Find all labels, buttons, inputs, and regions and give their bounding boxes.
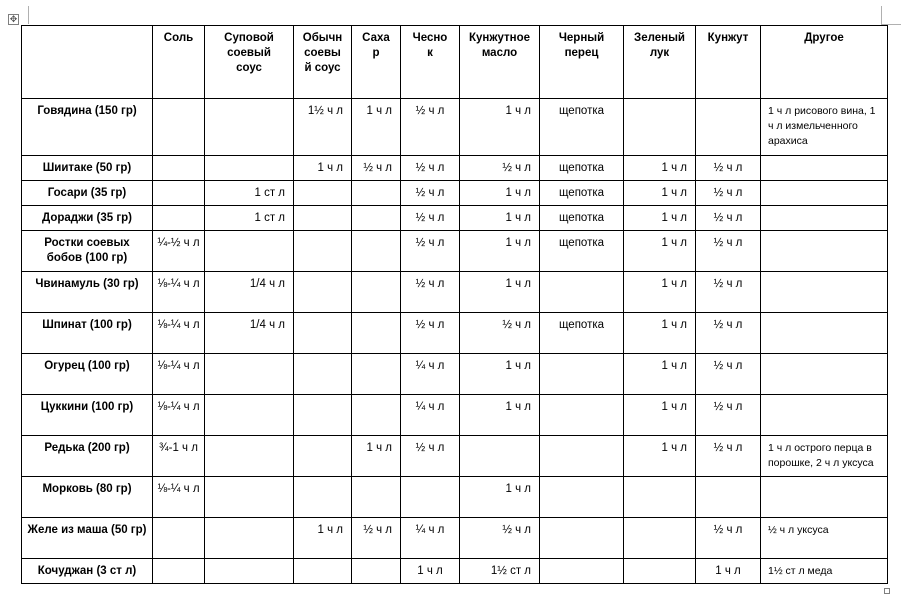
amount-cell: щепотка [540, 206, 624, 231]
amount-cell [352, 354, 401, 395]
ingredient-name: Ростки соевых бобов (100 гр) [22, 231, 153, 272]
amount-cell: ⅛-¼ ч л [153, 395, 205, 436]
amount-cell [153, 206, 205, 231]
table-row [22, 395, 888, 436]
amount-cell: ¼ ч л [401, 395, 460, 436]
ingredient-name: Цуккини (100 гр) [22, 395, 153, 436]
amount-cell: 1 ч л [460, 181, 540, 206]
column-header: Соль [153, 26, 205, 99]
amount-cell: 1 ч л острого перца в порошке, 2 ч л уксуса [761, 436, 888, 477]
amount-cell: ⅛-¼ ч л [153, 272, 205, 313]
amount-cell: ½ ч л [696, 313, 761, 354]
amount-cell: 1 ч л [401, 559, 460, 584]
amount-cell [294, 477, 352, 518]
amount-cell [540, 477, 624, 518]
amount-cell [294, 231, 352, 272]
ingredient-name: Шиитаке (50 гр) [22, 156, 153, 181]
amount-cell: 1 ч л [624, 272, 696, 313]
amount-cell: 1 ч л [460, 354, 540, 395]
amount-cell: 1 ч л [460, 99, 540, 156]
table-resize-handle[interactable] [884, 588, 890, 594]
amount-cell: ½ ч л [352, 518, 401, 559]
amount-cell [624, 518, 696, 559]
amount-cell [696, 477, 761, 518]
table-row [22, 354, 888, 395]
table-row [22, 99, 888, 156]
amount-cell: 1 ч л [624, 395, 696, 436]
amount-cell [153, 181, 205, 206]
amount-cell: ½ ч л [696, 156, 761, 181]
amount-cell [540, 559, 624, 584]
amount-cell [540, 436, 624, 477]
amount-cell [294, 559, 352, 584]
amount-cell: ½ ч л [401, 231, 460, 272]
ingredient-name: Говядина (150 гр) [22, 99, 153, 156]
ingredient-name: Дораджи (35 гр) [22, 206, 153, 231]
amount-cell: 1½ ст л [460, 559, 540, 584]
table-row [22, 559, 888, 584]
amount-cell: 1 ч л [460, 395, 540, 436]
amount-cell: 1 ч л [460, 477, 540, 518]
amount-cell [352, 181, 401, 206]
amount-cell: ½ ч л [401, 313, 460, 354]
amount-cell: 1½ ст л меда [761, 559, 888, 584]
amount-cell [205, 395, 294, 436]
amount-cell [761, 231, 888, 272]
amount-cell [294, 354, 352, 395]
amount-cell [540, 272, 624, 313]
table-row [22, 477, 888, 518]
column-header: Обычн соевы й соус [294, 26, 352, 99]
amount-cell: 1 ч л [624, 181, 696, 206]
amount-cell: ½ ч л [696, 354, 761, 395]
amount-cell [352, 206, 401, 231]
table-move-handle-icon[interactable]: ✥ [9, 14, 18, 24]
amount-cell: ½ ч л [696, 181, 761, 206]
column-header: Чесно к [401, 26, 460, 99]
column-header: Кунжутное масло [460, 26, 540, 99]
amount-cell [153, 559, 205, 584]
amount-cell: ⅛-¼ ч л [153, 354, 205, 395]
amount-cell [205, 99, 294, 156]
amount-cell: ½ ч л [460, 518, 540, 559]
ingredient-name: Кочуджан (3 ст л) [22, 559, 153, 584]
amount-cell: ¼-½ ч л [153, 231, 205, 272]
amount-cell: ⅛-¼ ч л [153, 477, 205, 518]
amount-cell: 1 ч л [460, 206, 540, 231]
amount-cell: ½ ч л [696, 436, 761, 477]
column-header: Суповой соевый соус [205, 26, 294, 99]
amount-cell [540, 354, 624, 395]
amount-cell: щепотка [540, 156, 624, 181]
amount-cell: 1 ч л [352, 436, 401, 477]
amount-cell: 1 ч л [624, 231, 696, 272]
amount-cell [460, 436, 540, 477]
page-margin-mark [28, 6, 29, 24]
column-header: Другое [761, 26, 888, 99]
amount-cell [761, 206, 888, 231]
amount-cell [205, 518, 294, 559]
amount-cell [761, 354, 888, 395]
amount-cell [294, 313, 352, 354]
amount-cell [294, 436, 352, 477]
ingredient-name: Чвинамуль (30 гр) [22, 272, 153, 313]
amount-cell: ½ ч л [401, 181, 460, 206]
amount-cell [624, 559, 696, 584]
amount-cell: ½ ч л [352, 156, 401, 181]
amount-cell [696, 99, 761, 156]
amount-cell: ½ ч л [401, 156, 460, 181]
amount-cell [205, 436, 294, 477]
amount-cell: 1 ч л [624, 156, 696, 181]
table-row [22, 181, 888, 206]
amount-cell [352, 559, 401, 584]
page-margin-mark [881, 6, 882, 24]
amount-cell: ¼ ч л [401, 518, 460, 559]
table-row [22, 156, 888, 181]
table-header-row [22, 26, 888, 99]
amount-cell [624, 477, 696, 518]
ingredient-name: Желе из маша (50 гр) [22, 518, 153, 559]
ingredient-name: Морковь (80 гр) [22, 477, 153, 518]
table-row [22, 272, 888, 313]
amount-cell: 1 ст л [205, 181, 294, 206]
amount-cell [205, 559, 294, 584]
amount-cell [540, 518, 624, 559]
amount-cell: ¾-1 ч л [153, 436, 205, 477]
amount-cell: ½ ч л [696, 395, 761, 436]
table-row [22, 231, 888, 272]
amount-cell [761, 272, 888, 313]
amount-cell: ½ ч л [460, 156, 540, 181]
amount-cell [153, 518, 205, 559]
amount-cell: ½ ч л [401, 272, 460, 313]
ingredient-name: Шпинат (100 гр) [22, 313, 153, 354]
amount-cell: ⅛-¼ ч л [153, 313, 205, 354]
amount-cell: 1 ч л [624, 313, 696, 354]
amount-cell [761, 313, 888, 354]
amount-cell [153, 156, 205, 181]
amount-cell [624, 99, 696, 156]
amount-cell: ½ ч л [401, 206, 460, 231]
amount-cell [352, 313, 401, 354]
ingredient-name: Госари (35 гр) [22, 181, 153, 206]
column-header: Кунжут [696, 26, 761, 99]
amount-cell [540, 395, 624, 436]
amount-cell [352, 231, 401, 272]
amount-cell [205, 477, 294, 518]
amount-cell: ½ ч л [696, 231, 761, 272]
amount-cell: ½ ч л [696, 518, 761, 559]
seasoning-table [21, 25, 888, 584]
amount-cell: ½ ч л [696, 272, 761, 313]
amount-cell [401, 477, 460, 518]
amount-cell: 1 ч л [460, 231, 540, 272]
amount-cell: ½ ч л [460, 313, 540, 354]
amount-cell: щепотка [540, 181, 624, 206]
amount-cell: 1 ч л [696, 559, 761, 584]
amount-cell: 1½ ч л [294, 99, 352, 156]
amount-cell: щепотка [540, 99, 624, 156]
amount-cell: щепотка [540, 231, 624, 272]
amount-cell: ¼ ч л [401, 354, 460, 395]
amount-cell: 1 ч л [624, 354, 696, 395]
amount-cell: 1 ч л [352, 99, 401, 156]
amount-cell: ½ ч л [401, 436, 460, 477]
amount-cell [294, 395, 352, 436]
amount-cell [294, 206, 352, 231]
amount-cell: 1 ч л [294, 518, 352, 559]
amount-cell: 1/4 ч л [205, 313, 294, 354]
amount-cell: 1 ч л [460, 272, 540, 313]
amount-cell: щепотка [540, 313, 624, 354]
amount-cell: 1 ч л [294, 156, 352, 181]
table-row [22, 313, 888, 354]
amount-cell [761, 395, 888, 436]
table-row [22, 436, 888, 477]
amount-cell [352, 395, 401, 436]
table-row [22, 518, 888, 559]
amount-cell [352, 272, 401, 313]
column-header: Саха р [352, 26, 401, 99]
column-header: Черный перец [540, 26, 624, 99]
amount-cell: 1 ч л рисового вина, 1 ч л измельченного арахиса [761, 99, 888, 156]
ingredient-name: Огурец (100 гр) [22, 354, 153, 395]
amount-cell: 1 ч л [624, 436, 696, 477]
amount-cell [205, 156, 294, 181]
amount-cell [761, 156, 888, 181]
ingredient-name: Редька (200 гр) [22, 436, 153, 477]
amount-cell: ½ ч л уксуса [761, 518, 888, 559]
amount-cell: 1 ч л [624, 206, 696, 231]
amount-cell [294, 181, 352, 206]
amount-cell [761, 477, 888, 518]
amount-cell: ½ ч л [696, 206, 761, 231]
amount-cell: ½ ч л [401, 99, 460, 156]
amount-cell [352, 477, 401, 518]
column-header: Зеленый лук [624, 26, 696, 99]
amount-cell: 1/4 ч л [205, 272, 294, 313]
header-cell-empty [22, 26, 153, 99]
amount-cell: 1 ст л [205, 206, 294, 231]
amount-cell [205, 354, 294, 395]
table-row [22, 206, 888, 231]
amount-cell [761, 181, 888, 206]
amount-cell [294, 272, 352, 313]
amount-cell [153, 99, 205, 156]
amount-cell [205, 231, 294, 272]
